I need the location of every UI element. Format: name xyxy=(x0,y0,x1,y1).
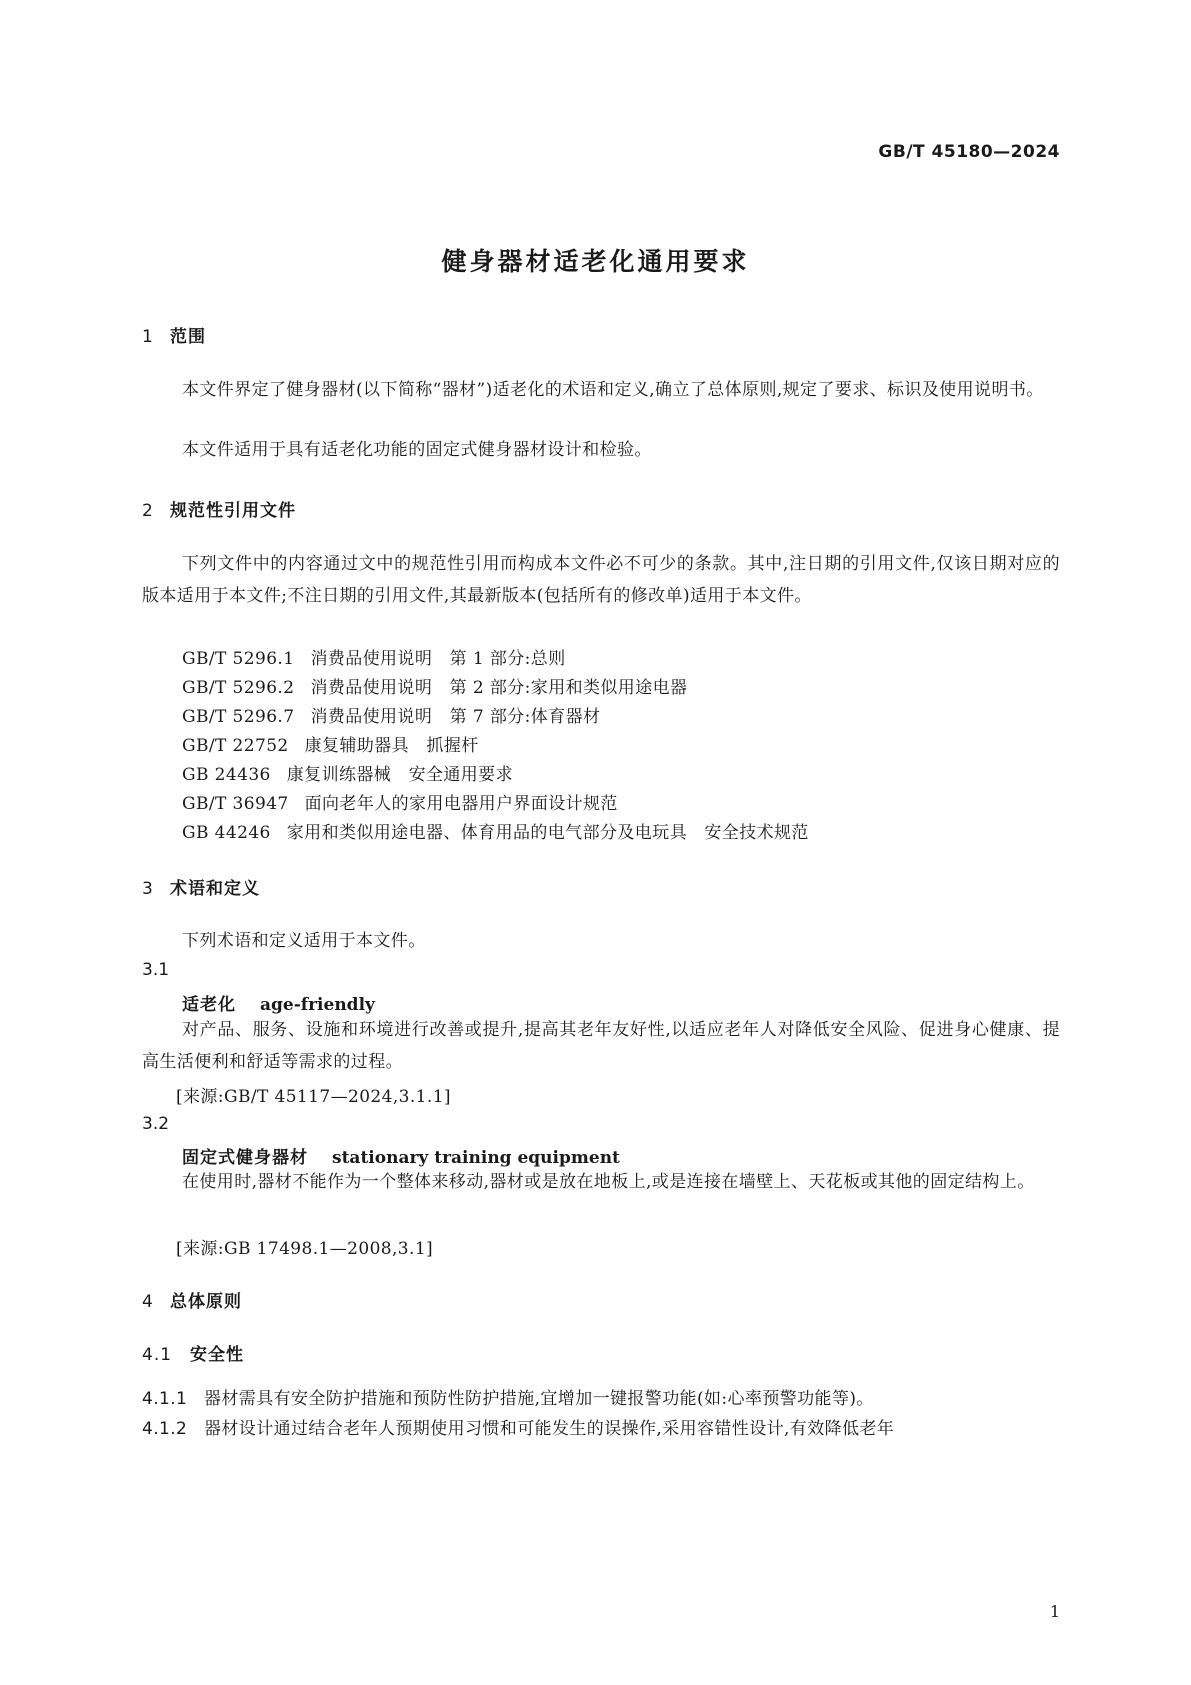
page-number: 1 xyxy=(1049,1602,1060,1621)
reference-item xyxy=(182,644,566,669)
term-chinese: 适老化 xyxy=(182,995,236,1015)
reference-code: GB 44246 xyxy=(182,823,271,843)
reference-item xyxy=(182,702,600,727)
reference-code: GB/T 22752 xyxy=(182,736,289,756)
reference-item xyxy=(182,818,809,843)
term-number: 3.1 xyxy=(142,960,170,980)
reference-title: 家用和类似用途电器、体育用品的电气部分及电玩具 安全技术规范 xyxy=(286,823,809,843)
clause-text: 器材需具有安全防护措施和预防性防护措施,宜增加一键报警功能(如:心率预警功能等)。 xyxy=(204,1389,874,1409)
standard-number: GB/T 45180—2024 xyxy=(878,142,1060,162)
reference-title: 康复辅助器具 抓握杆 xyxy=(304,736,479,756)
term-source: [来源:GB 17498.1—2008,3.1] xyxy=(176,1239,434,1259)
clause-number: 4.1.1 xyxy=(142,1389,188,1409)
subsection-title: 安全性 xyxy=(190,1345,244,1365)
reference-title: 消费品使用说明 第 2 部分:家用和类似用途电器 xyxy=(310,678,688,698)
reference-code: GB/T 5296.7 xyxy=(182,707,295,727)
reference-item xyxy=(182,789,618,814)
section-number: 4 xyxy=(142,1292,154,1312)
reference-title: 面向老年人的家用电器用户界面设计规范 xyxy=(304,794,618,814)
normative-references-intro: 下列文件中的内容通过文中的规范性引用而构成本文件必不可少的条款。其中,注日期的引用文件,仅该日期对应的版本适用于本文件;不注日期的引用文件,其最新版本(包括所有的修改单)适用于本文件。 xyxy=(142,554,1060,606)
clause-4-1-1 xyxy=(142,1384,1060,1409)
reference-title: 消费品使用说明 第 7 部分:体育器材 xyxy=(310,707,601,727)
section-title: 总体原则 xyxy=(170,1292,242,1312)
section-1-heading xyxy=(142,322,206,347)
reference-code: GB 24436 xyxy=(182,765,271,785)
term-definition: 在使用时,器材不能作为一个整体来移动,器材或是放在地板上,或是连接在墙壁上、天花板或其他的固定结构上。 xyxy=(182,1172,1035,1192)
reference-item xyxy=(182,731,479,756)
term-definition: 对产品、服务、设施和环境进行改善或提升,提高其老年友好性,以适应老年人对降低安全风险、促进身心健康、提高生活便利和舒适等需求的过程。 xyxy=(142,1020,1060,1072)
terms-intro: 下列术语和定义适用于本文件。 xyxy=(182,931,426,951)
reference-code: GB/T 36947 xyxy=(182,794,289,814)
document-title: 健身器材适老化通用要求 xyxy=(441,247,750,276)
reference-title: 消费品使用说明 第 1 部分:总则 xyxy=(310,649,566,669)
clause-number: 4.1.2 xyxy=(142,1419,188,1439)
reference-code: GB/T 5296.2 xyxy=(182,678,295,698)
term-english: age-friendly xyxy=(260,995,375,1015)
term-entry xyxy=(182,1143,620,1168)
term-number: 3.2 xyxy=(142,1114,170,1134)
clause-4-1-2 xyxy=(142,1414,1060,1439)
section-number: 3 xyxy=(142,879,154,899)
section-number: 1 xyxy=(142,327,154,347)
section-title: 术语和定义 xyxy=(170,879,260,899)
section-2-heading xyxy=(142,496,296,521)
reference-item xyxy=(182,760,513,785)
clause-text: 器材设计通过结合老年人预期使用习惯和可能发生的误操作,采用容错性设计,有效降低老年 xyxy=(204,1419,895,1439)
section-number: 2 xyxy=(142,501,154,521)
reference-code: GB/T 5296.1 xyxy=(182,649,295,669)
section-3-heading xyxy=(142,874,260,899)
term-source: [来源:GB/T 45117—2024,3.1.1] xyxy=(176,1087,451,1107)
term-chinese: 固定式健身器材 xyxy=(182,1148,308,1168)
scope-paragraph-2: 本文件适用于具有适老化功能的固定式健身器材设计和检验。 xyxy=(182,440,652,460)
subsection-4-1-heading xyxy=(142,1340,244,1365)
section-title: 规范性引用文件 xyxy=(170,501,296,521)
subsection-number: 4.1 xyxy=(142,1345,173,1365)
term-english: stationary training equipment xyxy=(332,1148,620,1168)
section-4-heading xyxy=(142,1287,242,1312)
scope-paragraph-1: 本文件界定了健身器材(以下简称“器材”)适老化的术语和定义,确立了总体原则,规定了要求、标识及使用说明书。 xyxy=(182,380,1044,400)
section-title: 范围 xyxy=(170,327,206,347)
term-entry xyxy=(182,990,375,1015)
reference-item xyxy=(182,673,687,698)
reference-title: 康复训练器械 安全通用要求 xyxy=(286,765,513,785)
